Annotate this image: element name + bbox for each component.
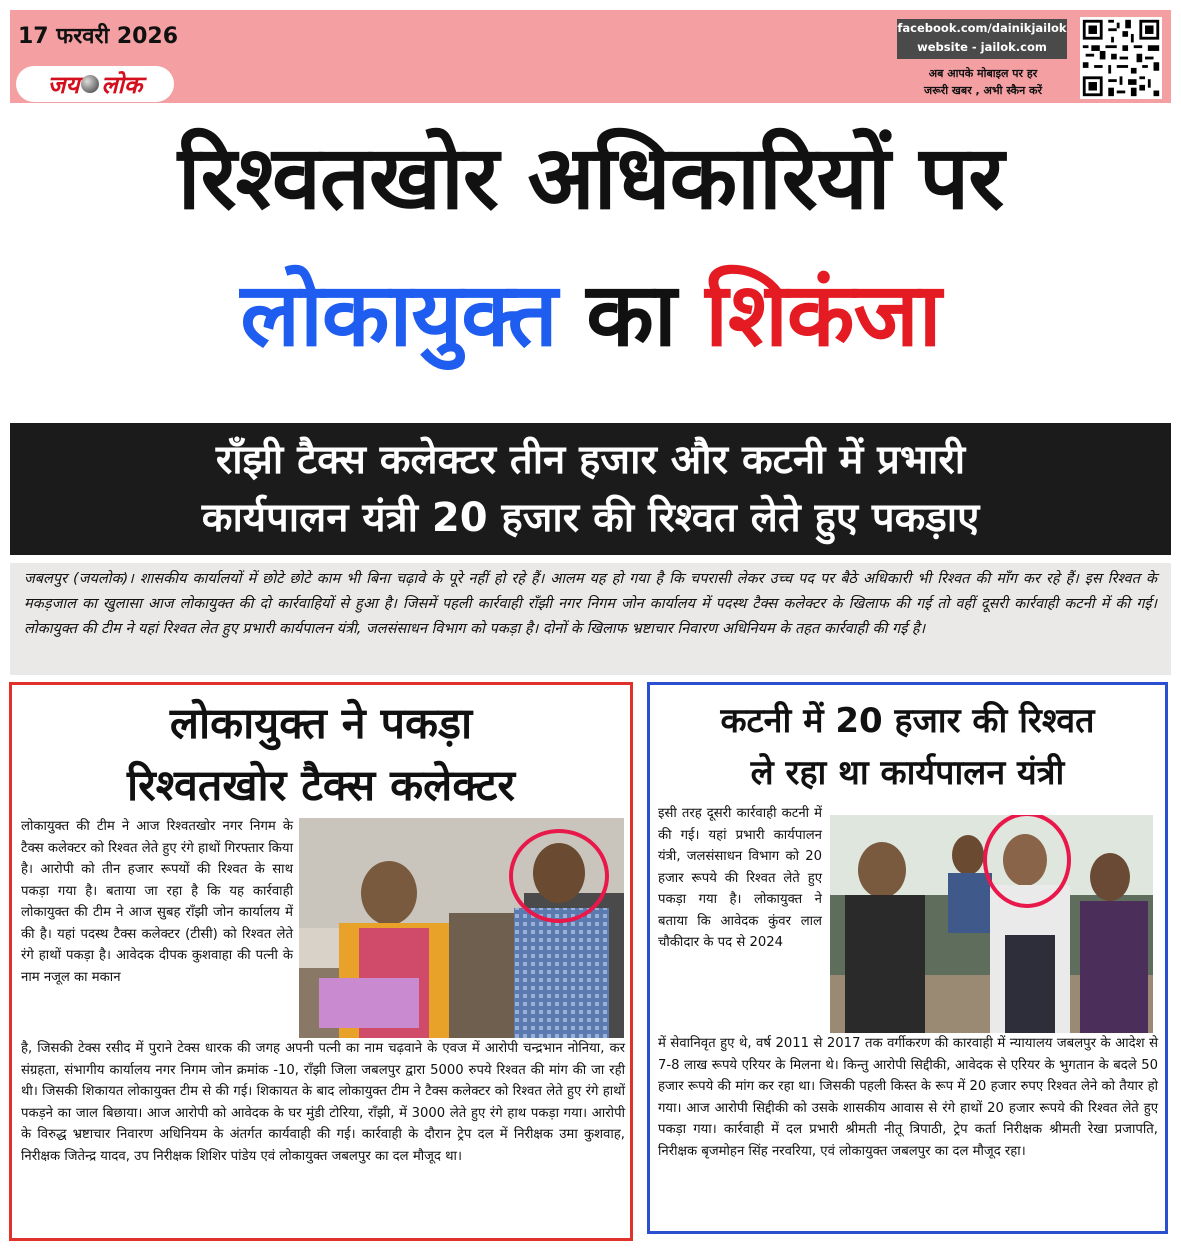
left-story-title	[12, 693, 630, 817]
left-story-text-top: लोकायुक्त की टीम ने आज रिश्वतखोर नगर निगम के टैक्स कलेक्टर को रिश्वत लेते हुए रंगे हाथों गिरफ्तार किया है। आरोपी को तीन हजार रूपयों की रिश्वत के साथ पकड़ा गया है। बताया जा रहा है कि यह कार्रवाही लोकायुक्त की टीम ने आज सुबह राँझी जोन कार्यालय में की है। यहां पदस्थ टैक्स कलेक्टर (टीसी) को रिश्वत लेते रंगे हाथों पकड़ा है। आवेदक दीपक कुशवाहा की पत्नी के नाम नजूल का मकान	[21, 819, 293, 985]
qr-code-graphic	[1080, 17, 1162, 99]
tax-collector-photo-image	[299, 818, 624, 1038]
headline-word-lokayukt: लोकायुक्त	[240, 263, 557, 366]
left-story-title-line1: लोकायुक्त ने पकड़ा	[169, 699, 473, 749]
subheadline-line2: कार्यपालन यंत्री 20 हजार की रिश्वत लेते हुए पकड़ाए	[201, 495, 980, 541]
left-story-title-line2: रिश्वतखोर टैक्स कलेक्टर	[126, 761, 516, 811]
right-story-box	[647, 682, 1168, 1234]
right-story-text-top: इसी तरह दूसरी कार्रवाही कटनी में की गई। यहां प्रभारी कार्यपालन यंत्री, जलसंसाधन विभाग को 20 हजार रूपये की रिश्वत लेते हुए पकड़ा गया है। लोकायुक्त ने बताया कि आवेदक कुंवर लाल चौकीदार के पद से 2024	[658, 806, 822, 950]
left-story-text-bottom: है, जिसकी टेक्स रसीद में पुराने टेक्स धारक की जगह अपनी पत्नी का नाम चढ़वाने के एवज में आरोपी चन्द्रभान नोनिया, कर संग्रहता, संभागीय कार्यालय नगर निगम जोन क्रमांक -10, राँझी जिला जबलपुर द्वारा 5000 रुपये रिश्वत की मांग की जा रही थी। जिसकी शिकायत लोकायुक्त टीम से की गई। शिकायत के बाद लोकायुक्त टीम ने टैक्स कलेक्टर को रिश्वत लेते हुए रंगे हाथों पकड़ने का जाल बिछाया। आज आरोपी को आवेदक के घर मुंडी टोरिया, राँझी, में 3000 लेते हुए रंगे हाथ पकड़ा गया। आरोपी के विरुद्ध भ्रष्टाचार निवारण अधिनियम के अंतर्गत कार्यवाही की गई। कार्रवाही के दौरान ट्रेप दल में निरीक्षक उमा कुशवाह, निरीक्षक जितेन्द्र यादव, उप निरीक्षक शिशिर पांडेय एवं लोकायुक्त जबलपुर का दल मौजूद था।	[21, 1041, 625, 1164]
main-headline-line2	[0, 255, 1181, 375]
main-headline-line1: रिश्वतखोर अधिकारियों पर	[177, 126, 1004, 229]
intro-paragraph: जबलपुर (जयलोक)। शासकीय कार्यालयों में छोटे छोटे काम भी बिना चढ़ावे के पूरे नहीं हो रहे हैं। आलम यह हो गया है कि चपरासी लेकर उच्च पद पर बैठे अधिकारी भी रिश्वत की माँग कर रहे हैं। इस रिश्वत के मकड़जाल का खुलासा आज लोकायुक्त की दो कार्रवाहियों से हुआ है। जिसमें पहली कार्रवाही राँझी नगर निगम जोन कार्यालय में पदस्थ टैक्स कलेक्टर के खिलाफ की गई तो वहीं दूसरी कार्रवाही कटनी में की गई। लोकायुक्त की टीम ने यहां रिश्वत लेत हुए प्रभारी कार्यपालन यंत्री, जलसंसाधन विभाग को पकड़ा है। दोनों के खिलाफ भ्रष्टाचार निवारण अधिनियम के तहत कार्रवाही की गई है।	[10, 563, 1171, 675]
katni-engineer-photo-image	[830, 815, 1153, 1033]
logo-word-right: लोक	[101, 70, 143, 99]
issue-date: 17 फरवरी 2026	[18, 24, 179, 49]
left-story-photo	[299, 818, 624, 1038]
right-story-title-line1: कटनी में 20 हजार की रिश्वत	[720, 701, 1095, 741]
right-story-title	[650, 695, 1165, 799]
globe-icon	[81, 75, 99, 93]
qr-code-icon[interactable]	[1080, 17, 1162, 99]
masthead	[10, 10, 1171, 103]
subheadline-box	[10, 423, 1171, 555]
right-story-text-bottom: में सेवानिवृत हुए थे, वर्ष 2011 से 2017 तक वर्गीकरण की कारवाही में न्यायालय जबलपुर के आदेश से 7-8 लाख रूपये एरियर के मिलना थे। किन्तु आरोपी सिद्दीकी, आवेदक से एरियर के भुगतान के बदले 50 हजार रूपये की मांग कर रहा था। जिसकी पहली किस्त के रूप में 20 हजार रुपए रिश्वत लेने को तैयार हो गया। आज आरोपी सिद्दीकी को उसके शासकीय आवास से रंगे हाथों 20 हजार रूपये की रिश्वत लेते हुए पकड़ा गया। कार्रवाही में दल प्रभारी श्रीमती नीतू त्रिपाठी, ट्रेप कर्ता निरीक्षक श्रीमती रेखा प्रजापति, निरीक्षक बृजमोहन सिंह नरवरिया, एवं लोकायुक्त जबलपुर का दल मौजूद रहा।	[658, 1036, 1158, 1159]
headline-word-ka: का	[586, 263, 676, 366]
right-story-photo	[830, 815, 1153, 1033]
scan-prompt-line1: अब आपके मोबाइल पर हर	[928, 67, 1038, 80]
scan-prompt-line2: जरूरी खबर , अभी स्कैन करें	[924, 84, 1042, 97]
website-link[interactable]: website - jailok.com	[917, 40, 1047, 54]
facebook-link[interactable]: facebook.com/dainikjailok	[897, 21, 1067, 35]
social-links-box	[897, 19, 1067, 59]
right-story-title-line2: ले रहा था कार्यपालन यंत्री	[750, 753, 1065, 793]
scan-prompt	[897, 65, 1069, 99]
newspaper-logo	[16, 66, 174, 102]
left-story-box	[9, 682, 633, 1241]
headline-word-shikanja: शिकंजा	[705, 263, 941, 366]
logo-word-left: जय	[47, 70, 80, 99]
subheadline-line1: राँझी टैक्स कलेक्टर तीन हजार और कटनी में प्रभारी	[215, 437, 966, 483]
